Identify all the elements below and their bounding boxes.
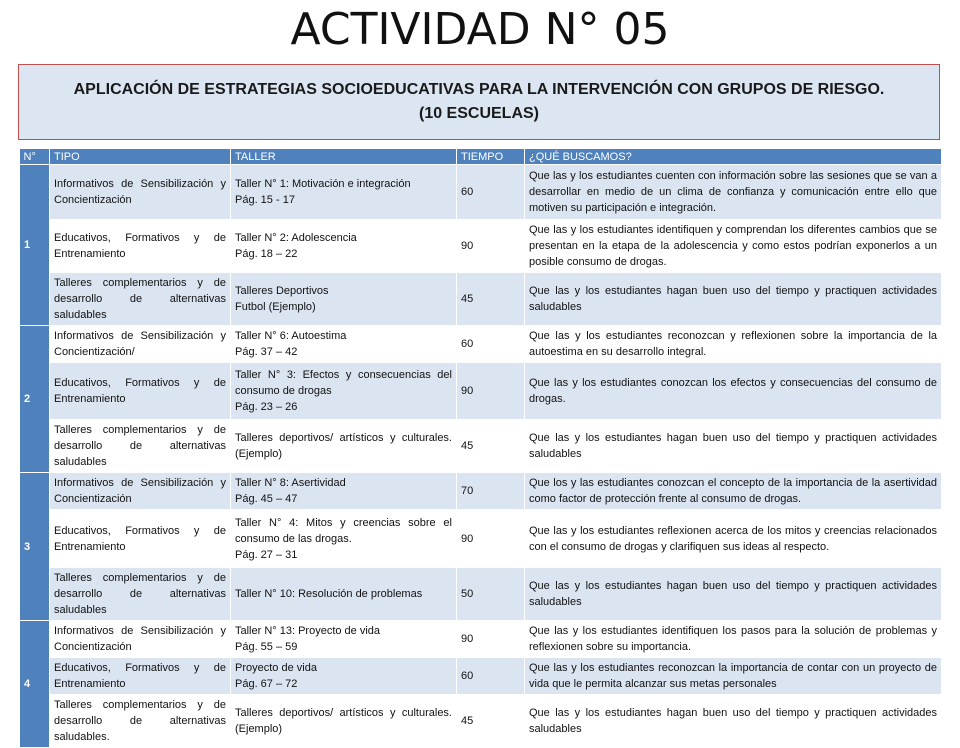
busca-cell: Que las y los estudiantes reflexionen acerca de los mitos y creencias relacionados con el consumo de drogas y clarifiquen sus ideas al respecto.	[525, 510, 942, 568]
taller-cell	[231, 326, 457, 363]
taller-line: Futbol (Ejemplo)	[235, 301, 316, 313]
busca-cell: Que las y los estudiantes identifiquen los pasos para la solución de problemas y reflexionen sobre su importancia.	[525, 621, 942, 658]
taller-cell	[231, 220, 457, 273]
taller-line: Taller N° 2: Adolescencia	[235, 232, 357, 244]
taller-cell	[231, 273, 457, 326]
activities-table	[19, 149, 942, 748]
tipo-cell: Talleres complementarios y de desarrollo de alternativas saludables.	[50, 695, 231, 748]
taller-line: Taller N° 1: Motivación e integración	[235, 178, 411, 190]
tiempo-cell: 60	[457, 326, 525, 363]
tipo-cell: Educativos, Formativos y de Entrenamiento	[50, 220, 231, 273]
tiempo-cell: 45	[457, 420, 525, 473]
taller-line: Pág. 37 – 42	[235, 346, 298, 358]
header-taller: TALLER	[231, 149, 457, 165]
table-row	[20, 165, 942, 220]
taller-line: Pág. 15 - 17	[235, 194, 295, 206]
busca-cell: Que las y los estudiantes reconozcan la importancia de contar con un proyecto de vida que le permita alcanzar sus metas personales	[525, 658, 942, 695]
taller-line: Proyecto de vida	[235, 662, 317, 674]
taller-line: Pág. 45 – 47	[235, 493, 298, 505]
subtitle-box	[18, 64, 940, 140]
busca-cell: Que las y los estudiantes cuenten con información sobre las sesiones que se van a desarrollar en medio de un clima de confianza y comunicación entre ello que motiven su participación e integración.	[525, 165, 942, 220]
taller-line: Pág. 67 – 72	[235, 678, 298, 690]
tiempo-cell: 45	[457, 273, 525, 326]
taller-cell	[231, 473, 457, 510]
tipo-cell: Informativos de Sensibilización y Concientización/	[50, 326, 231, 363]
table-row	[20, 658, 942, 695]
taller-line: Pág. 27 – 31	[235, 548, 298, 561]
busca-cell: Que las y los estudiantes conozcan los efectos y consecuencias del consumo de drogas.	[525, 363, 942, 420]
tiempo-cell: 45	[457, 695, 525, 748]
taller-line: Taller N° 6: Autoestima	[235, 330, 347, 342]
taller-cell	[231, 420, 457, 473]
group-number: 3	[20, 473, 50, 621]
tipo-cell: Educativos, Formativos y de Entrenamiento	[50, 658, 231, 695]
taller-line: Pág. 18 – 22	[235, 248, 298, 260]
taller-line: Taller N° 4: Mitos y creencias sobre el consumo de las drogas.	[235, 516, 452, 545]
page-title: ACTIVIDAD N° 05	[290, 4, 670, 55]
group-number: 1	[20, 165, 50, 326]
busca-cell: Que las y los estudiantes hagan buen uso del tiempo y practiquen actividades saludables	[525, 273, 942, 326]
table-row	[20, 326, 942, 363]
group-number: 4	[20, 621, 50, 748]
tipo-cell: Talleres complementarios y de desarrollo de alternativas saludables	[50, 420, 231, 473]
busca-cell: Que las y los estudiantes hagan buen uso del tiempo y practiquen actividades saludables	[525, 420, 942, 473]
tipo-cell: Educativos, Formativos y de Entrenamiento	[50, 363, 231, 420]
taller-line: Taller N° 13: Proyecto de vida	[235, 625, 381, 637]
table-row	[20, 695, 942, 748]
tiempo-cell: 60	[457, 165, 525, 220]
tipo-cell: Talleres complementarios y de desarrollo de alternativas saludables	[50, 273, 231, 326]
table-row	[20, 621, 942, 658]
table-row	[20, 473, 942, 510]
taller-cell	[231, 165, 457, 220]
taller-cell	[231, 363, 457, 420]
busca-cell: Que las y los estudiantes reconozcan y reflexionen sobre la importancia de la autoestima en su desarrollo integral.	[525, 326, 942, 363]
tiempo-cell: 50	[457, 568, 525, 621]
table-body	[20, 165, 942, 748]
tiempo-cell: 90	[457, 220, 525, 273]
table-row	[20, 420, 942, 473]
taller-line: Pág. 23 – 26	[235, 401, 298, 413]
subtitle-line-1: APLICACIÓN DE ESTRATEGIAS SOCIOEDUCATIVAS PARA LA INTERVENCIÓN CON GRUPOS DE RIESGO.	[73, 81, 885, 98]
tiempo-cell: 90	[457, 621, 525, 658]
taller-cell	[231, 568, 457, 621]
taller-cell	[231, 621, 457, 658]
header-busca: ¿QUÉ BUSCAMOS?	[525, 149, 942, 165]
subtitle-line-2: (10 ESCUELAS)	[418, 105, 540, 122]
busca-cell: Que las y los estudiantes hagan buen uso del tiempo y practiquen actividades saludables	[525, 695, 942, 748]
tipo-cell: Informativos de Sensibilización y Concientización	[50, 165, 231, 220]
tipo-cell: Talleres complementarios y de desarrollo de alternativas saludables	[50, 568, 231, 621]
table-row	[20, 568, 942, 621]
tiempo-cell: 90	[457, 510, 525, 568]
group-number: 2	[20, 326, 50, 473]
table-header-row	[20, 149, 942, 165]
tipo-cell: Educativos, Formativos y de Entrenamiento	[50, 510, 231, 568]
table-row	[20, 220, 942, 273]
header-tipo: TIPO	[50, 149, 231, 165]
taller-line: Talleres Deportivos	[235, 285, 329, 297]
taller-line: Taller N° 8: Asertividad	[235, 477, 346, 489]
table-row	[20, 363, 942, 420]
busca-cell: Que las y los estudiantes identifiquen y comprendan los diferentes cambios que se presentan en la etapa de la adolescencia y como estos podrían exponerlos a un posible consumo de drogas.	[525, 220, 942, 273]
tipo-cell: Informativos de Sensibilización y Concientización	[50, 473, 231, 510]
taller-cell	[231, 658, 457, 695]
tiempo-cell: 90	[457, 363, 525, 420]
table-row	[20, 273, 942, 326]
header-num: N°	[20, 149, 50, 165]
table-row	[20, 510, 942, 568]
busca-cell: Que las y los estudiantes hagan buen uso del tiempo y practiquen actividades saludables	[525, 568, 942, 621]
tiempo-cell: 70	[457, 473, 525, 510]
tiempo-cell: 60	[457, 658, 525, 695]
header-tiempo: TIEMPO	[457, 149, 525, 165]
busca-cell: Que los y las estudiantes conozcan el concepto de la importancia de la asertividad como factor de protección frente al consumo de drogas.	[525, 473, 942, 510]
taller-line: Talleres deportivos/ artísticos y culturales. (Ejemplo)	[235, 707, 452, 735]
taller-cell	[231, 695, 457, 748]
tipo-cell: Informativos de Sensibilización y Concientización	[50, 621, 231, 658]
taller-cell	[231, 510, 457, 568]
taller-line: Pág. 55 – 59	[235, 641, 298, 653]
taller-line: Talleres deportivos/ artísticos y culturales. (Ejemplo)	[235, 432, 452, 460]
taller-line: Taller N° 10: Resolución de problemas	[235, 588, 423, 600]
taller-line: Taller N° 3: Efectos y consecuencias del consumo de drogas	[235, 369, 452, 397]
